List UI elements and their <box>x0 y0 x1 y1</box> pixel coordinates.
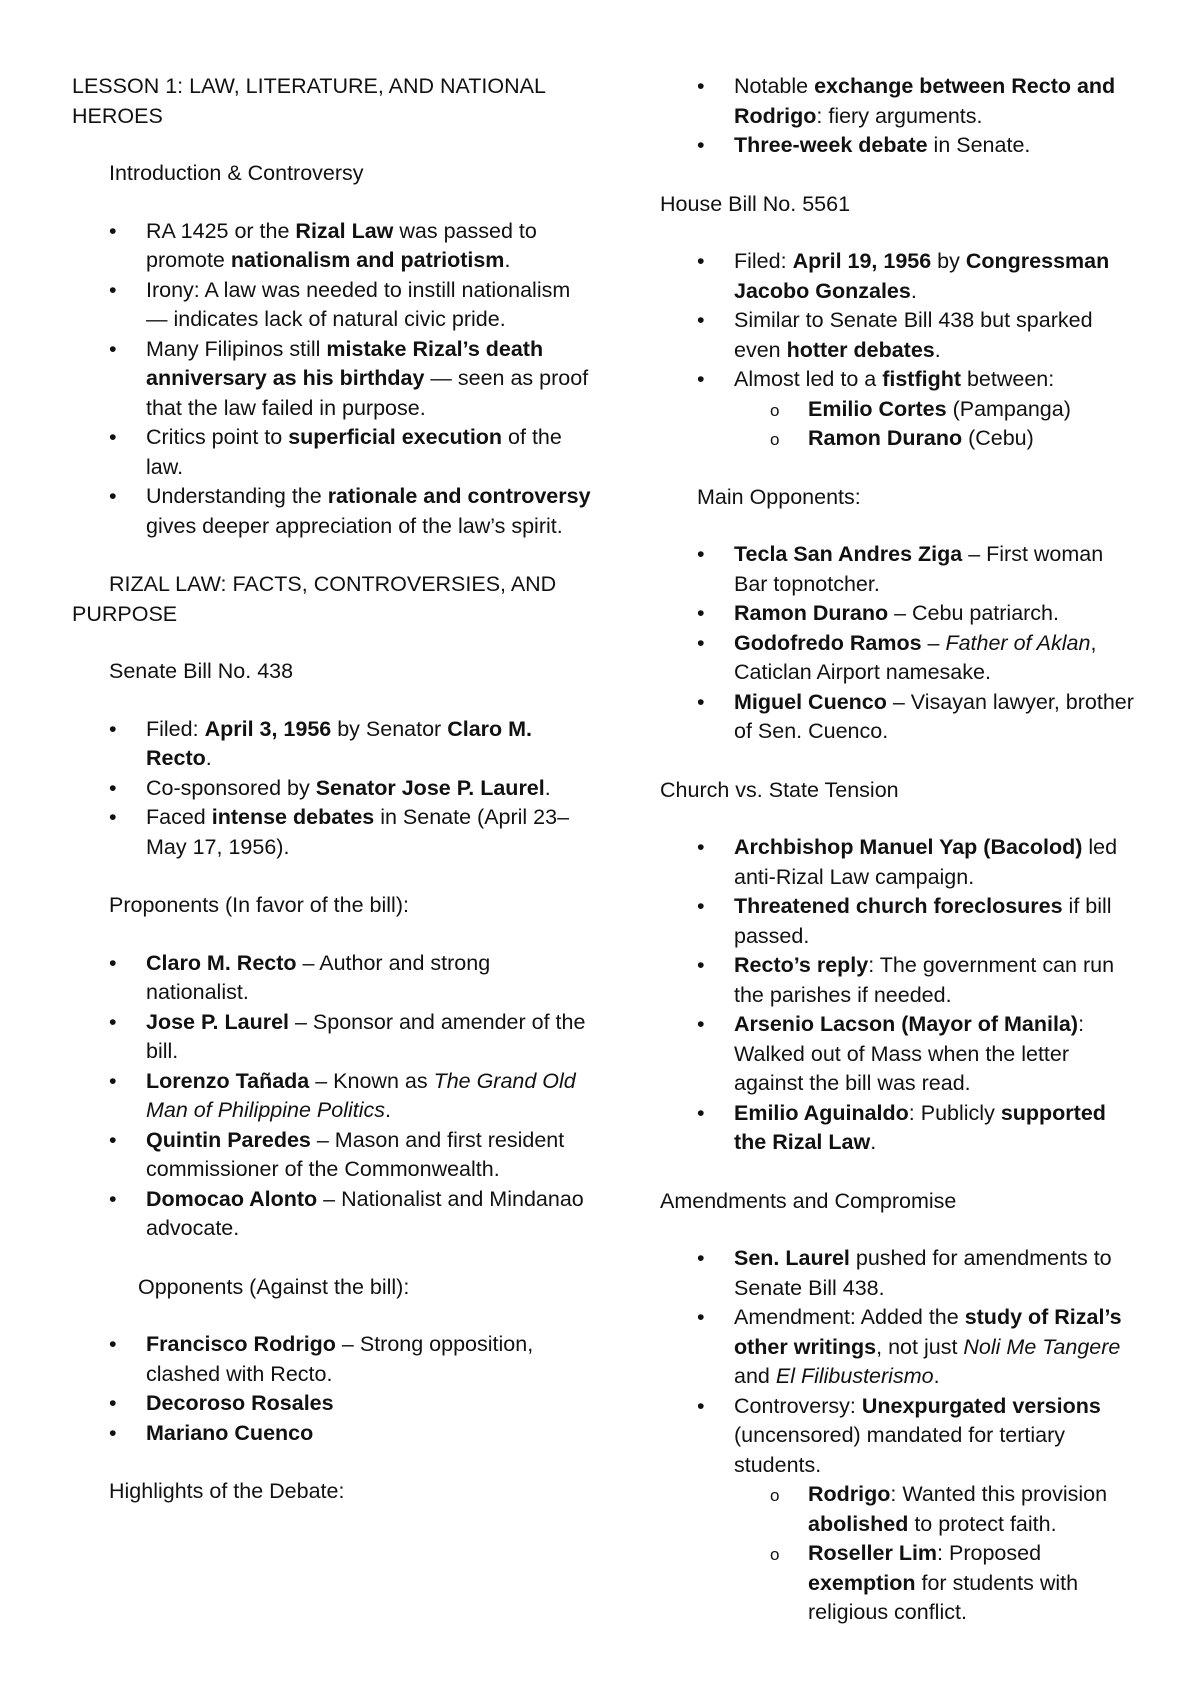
amendments-heading: Amendments and Compromise <box>660 1188 957 1213</box>
left-column <box>72 72 592 1535</box>
list-item: • Controversy: Unexpurgated versions (uncensored) mandated for tertiary students. o Rodrigo: Wanted this provision abolished to protect faith. o Roseller Lim: Proposed exemption for students with religious conflict. <box>660 1392 1138 1628</box>
bullet-icon: • <box>697 1305 705 1329</box>
list-item: • Many Filipinos still mistake Rizal’s death anniversary as his birthday — seen as proof that the law failed in purpose. <box>109 336 589 420</box>
house-bill-list <box>660 247 1138 454</box>
list-item: • Archbishop Manuel Yap (Bacolod) led anti-Rizal Law campaign. <box>697 835 1118 889</box>
list-item: • Amendment: Added the study of Rizal’s other writings, not just Noli Me Tangere and El Filibusterismo. <box>697 1305 1122 1388</box>
intro-heading: Introduction & Controversy <box>109 161 364 185</box>
bullet-icon: • <box>697 367 705 391</box>
church-state-heading: Church vs. State Tension <box>660 777 899 802</box>
list-item: • Threatened church foreclosures if bill passed. <box>697 894 1112 948</box>
senate-bill-list <box>72 715 592 863</box>
main-opponents-list <box>660 540 1138 747</box>
bullet-icon: • <box>697 249 705 273</box>
list-item: • RA 1425 or the Rizal Law was passed to promote nationalism and patriotism. <box>109 218 537 272</box>
list-item: • Notable exchange between Recto and Rodrigo: fiery arguments. <box>697 74 1116 128</box>
bullet-icon: • <box>697 133 705 157</box>
list-item: • Lorenzo Tañada – Known as The Grand Old Man of Philippine Politics. <box>109 1068 576 1122</box>
bullet-icon: • <box>697 542 705 566</box>
bullet-icon: • <box>697 1012 705 1036</box>
sub-list-item: o Ramon Durano (Cebu) <box>734 424 1138 454</box>
list-item: • Understanding the rationale and controversy gives deeper appreciation of the law’s spirit. <box>109 484 591 538</box>
main-opponents-heading: Main Opponents: <box>697 484 861 509</box>
list-item: • Irony: A law was needed to instill nationalism — indicates lack of natural civic pride. <box>109 277 571 331</box>
list-item: • Quintin Paredes – Mason and first resident commissioner of the Commonwealth. <box>109 1127 565 1181</box>
bullet-icon: • <box>697 74 705 98</box>
bullet-icon: • <box>109 1068 117 1093</box>
list-item: • Miguel Cuenco – Visayan lawyer, brother of Sen. Cuenco. <box>697 689 1134 743</box>
bullet-icon: • <box>697 1393 705 1418</box>
bullet-icon: • <box>109 218 117 243</box>
list-item: • Jose P. Laurel – Sponsor and amender of the bill. <box>109 1009 586 1063</box>
bullet-icon: • <box>109 1391 117 1415</box>
list-item: • Recto’s reply: The government can run the parishes if needed. <box>697 953 1115 1007</box>
opponents-list <box>72 1330 592 1448</box>
list-item: • Arsenio Lacson (Mayor of Manila): Walked out of Mass when the letter against the bill was read. <box>697 1012 1085 1095</box>
highlights-heading: Highlights of the Debate: <box>109 1479 345 1503</box>
list-item: • Filed: April 3, 1956 by Senator Claro M. Recto. <box>109 716 533 770</box>
facts-heading: RIZAL LAW: FACTS, CONTROVERSIES, AND PURPOSE <box>72 572 557 626</box>
bullet-icon: • <box>109 950 117 975</box>
list-item: • Emilio Aguinaldo: Publicly supported the Rizal Law. <box>697 1100 1106 1154</box>
list-item: • Faced intense debates in Senate (April 23–May 17, 1956). <box>109 805 570 859</box>
list-item: • Sen. Laurel pushed for amendments to Senate Bill 438. <box>697 1246 1112 1300</box>
bullet-icon: • <box>109 1009 117 1034</box>
bullet-icon: • <box>109 1127 117 1152</box>
right-column <box>660 72 1138 1657</box>
bullet-icon: • <box>697 835 705 859</box>
bullet-icon: • <box>697 953 705 977</box>
bullet-icon: • <box>697 1100 705 1125</box>
circle-bullet-icon: o <box>770 400 780 420</box>
proponents-list <box>72 949 592 1244</box>
amendments-list <box>660 1244 1138 1628</box>
lesson-title: LESSON 1: LAW, LITERATURE, AND NATIONAL HEROES <box>72 74 546 128</box>
list-item: • Critics point to superficial execution of the law. <box>109 425 562 479</box>
house-bill-heading: House Bill No. 5561 <box>660 191 851 216</box>
bullet-icon: • <box>109 425 117 449</box>
circle-bullet-icon: o <box>770 430 780 449</box>
bullet-icon: • <box>109 1186 117 1211</box>
bullet-icon: • <box>109 484 117 508</box>
circle-bullet-icon: o <box>770 1486 780 1505</box>
bullet-icon: • <box>109 775 117 800</box>
senate-bill-heading: Senate Bill No. 438 <box>109 659 294 683</box>
sub-list-item: o Roseller Lim: Proposed exemption for students with religious conflict. <box>770 1541 1079 1624</box>
bullet-icon: • <box>109 336 117 361</box>
bullet-icon: • <box>697 1246 705 1270</box>
highlights-list <box>660 72 1138 161</box>
bullet-icon: • <box>109 805 117 829</box>
bullet-icon: • <box>109 1420 117 1445</box>
sub-list-item: o Emilio Cortes (Pampanga) <box>734 395 1138 425</box>
list-item: • Decoroso Rosales <box>72 1389 592 1419</box>
list-item: • Almost led to a fistfight between: o Emilio Cortes (Pampanga) o Ramon Durano (Cebu) <box>660 365 1138 454</box>
bullet-icon: • <box>697 894 705 918</box>
controversy-sublist <box>734 1480 1138 1628</box>
list-item: • Domocao Alonto – Nationalist and Mindanao advocate. <box>109 1186 584 1240</box>
list-item: • Similar to Senate Bill 438 but sparked even hotter debates. <box>697 308 1093 362</box>
bullet-icon: • <box>109 716 117 741</box>
bullet-icon: • <box>697 308 705 332</box>
bullet-icon: • <box>109 1332 117 1356</box>
list-item: • Claro M. Recto – Author and strong nationalist. <box>109 950 491 1004</box>
church-state-list <box>660 833 1138 1158</box>
opponents-heading: Opponents (Against the bill): <box>138 1274 410 1299</box>
list-item: • Mariano Cuenco <box>72 1419 592 1449</box>
list-item: • Godofredo Ramos – Father of Aklan, Caticlan Airport namesake. <box>697 630 1097 684</box>
list-item: • Co-sponsored by Senator Jose P. Laurel. <box>72 774 592 804</box>
fighters-list <box>734 395 1138 454</box>
bullet-icon: • <box>697 689 705 714</box>
list-item: • Filed: April 19, 1956 by Congressman Jacobo Gonzales. <box>697 249 1110 303</box>
circle-bullet-icon: o <box>770 1545 780 1564</box>
list-item: • Francisco Rodrigo – Strong opposition, clashed with Recto. <box>109 1332 534 1386</box>
bullet-icon: • <box>697 601 705 625</box>
intro-list <box>72 217 592 542</box>
sub-list-item: o Rodrigo: Wanted this provision abolished to protect faith. <box>770 1482 1108 1536</box>
list-item: • Three-week debate in Senate. <box>660 131 1138 161</box>
list-item: • Tecla San Andres Ziga – First woman Bar topnotcher. <box>697 542 1104 596</box>
bullet-icon: • <box>109 277 117 302</box>
list-item: • Ramon Durano – Cebu patriarch. <box>660 599 1138 629</box>
proponents-heading: Proponents (In favor of the bill): <box>109 893 409 917</box>
bullet-icon: • <box>697 630 705 655</box>
